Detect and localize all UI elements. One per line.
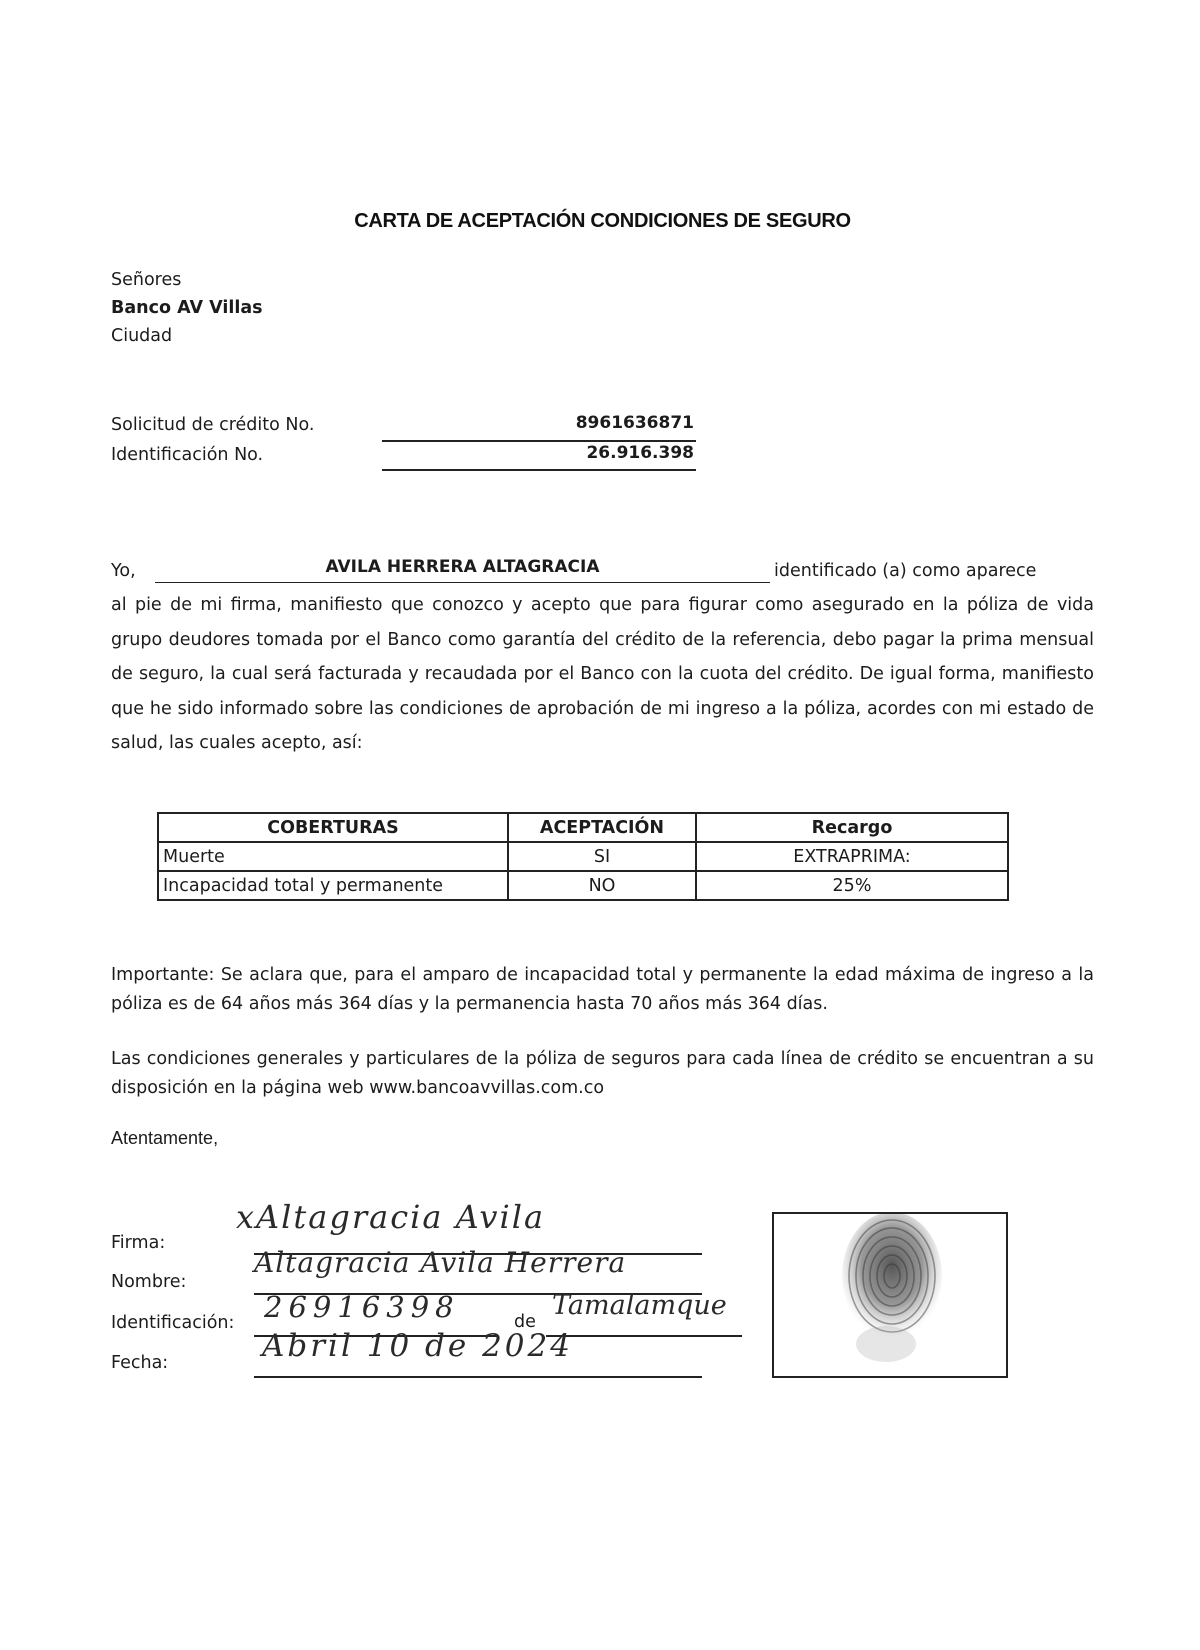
- coverage-name: Incapacidad total y permanente: [158, 871, 508, 900]
- closing-text: Atentamente,: [111, 1128, 219, 1148]
- addressee-city: Ciudad: [111, 326, 173, 346]
- coverage-acceptance: SI: [508, 842, 696, 871]
- credit-request-number: 8961636871: [575, 413, 694, 433]
- handwritten-signature: xAltagracia Avila: [236, 1198, 546, 1236]
- de-label: de: [514, 1312, 536, 1332]
- declaration-tail: identificado (a) como aparece: [774, 561, 1037, 581]
- header-recargo: Recargo: [696, 813, 1008, 842]
- coverage-surcharge: 25%: [696, 871, 1008, 900]
- declaration-body: al pie de mi firma, manifiesto que conozco y acepto que para figurar como asegurado en la póliza de vida grupo deudores tomada por el Banco como garantía del crédito de la referencia, debo pagar la prima mensual de seguro, la cual será facturada y recaudada por el Banco con la cuota del crédito. De igual forma, manifiesto que he sido informado sobre las condiciones de aprobación de mi ingreso a la póliza, acordes con mi estado de salud, las cuales acepto, así:: [111, 595, 1094, 753]
- header-coberturas: COBERTURAS: [158, 813, 508, 842]
- credit-request-label: Solicitud de crédito No.: [111, 415, 315, 435]
- nombre-label: Nombre:: [111, 1272, 187, 1292]
- credit-request-underline: [382, 440, 696, 442]
- coverage-table: [157, 812, 1009, 901]
- coverage-acceptance: NO: [508, 871, 696, 900]
- declarant-name-underline: [155, 582, 770, 583]
- table-row: [158, 871, 1008, 900]
- table-row: [158, 842, 1008, 871]
- header-aceptacion: ACEPTACIÓN: [508, 813, 696, 842]
- place-line: [546, 1335, 742, 1337]
- fingerprint-box: [772, 1212, 1008, 1378]
- fingerprint-icon: [774, 1214, 1006, 1376]
- identification-underline: [382, 469, 696, 471]
- coverage-surcharge: EXTRAPRIMA:: [696, 842, 1008, 871]
- handwritten-place: Tamalamque: [552, 1290, 727, 1321]
- identification-number: 26.916.398: [586, 443, 694, 463]
- firma-label: Firma:: [111, 1233, 166, 1253]
- handwritten-id-number: 26916398: [264, 1290, 460, 1324]
- handwritten-date: Abril 10 de 2024: [262, 1328, 573, 1364]
- conditions-note: Las condiciones generales y particulares de la póliza de seguros para cada línea de crédito se encuentran a su disposición en la página web www.bancoavvillas.com.co: [111, 1049, 1094, 1098]
- handwritten-name: Altagracia Avila Herrera: [254, 1246, 627, 1279]
- addressee-bank: Banco AV Villas: [111, 298, 263, 318]
- fecha-line: [254, 1376, 702, 1378]
- identificacion-label: Identificación:: [111, 1313, 235, 1333]
- declaration-yo: Yo,: [111, 561, 136, 581]
- addressee-salutation: Señores: [111, 270, 182, 290]
- coverage-name: Muerte: [158, 842, 508, 871]
- important-note: Importante: Se aclara que, para el amparo de incapacidad total y permanente la edad máxima de ingreso a la póliza es de 64 años más 364 días y la permanencia hasta 70 años más 364 días.: [111, 965, 1094, 1014]
- document-title: CARTA DE ACEPTACIÓN CONDICIONES DE SEGURO: [354, 210, 851, 232]
- declarant-name: AVILA HERRERA ALTAGRACIA: [325, 557, 600, 577]
- identification-label: Identificación No.: [111, 445, 264, 465]
- coverage-table-header: [158, 813, 1008, 842]
- fecha-label: Fecha:: [111, 1353, 169, 1373]
